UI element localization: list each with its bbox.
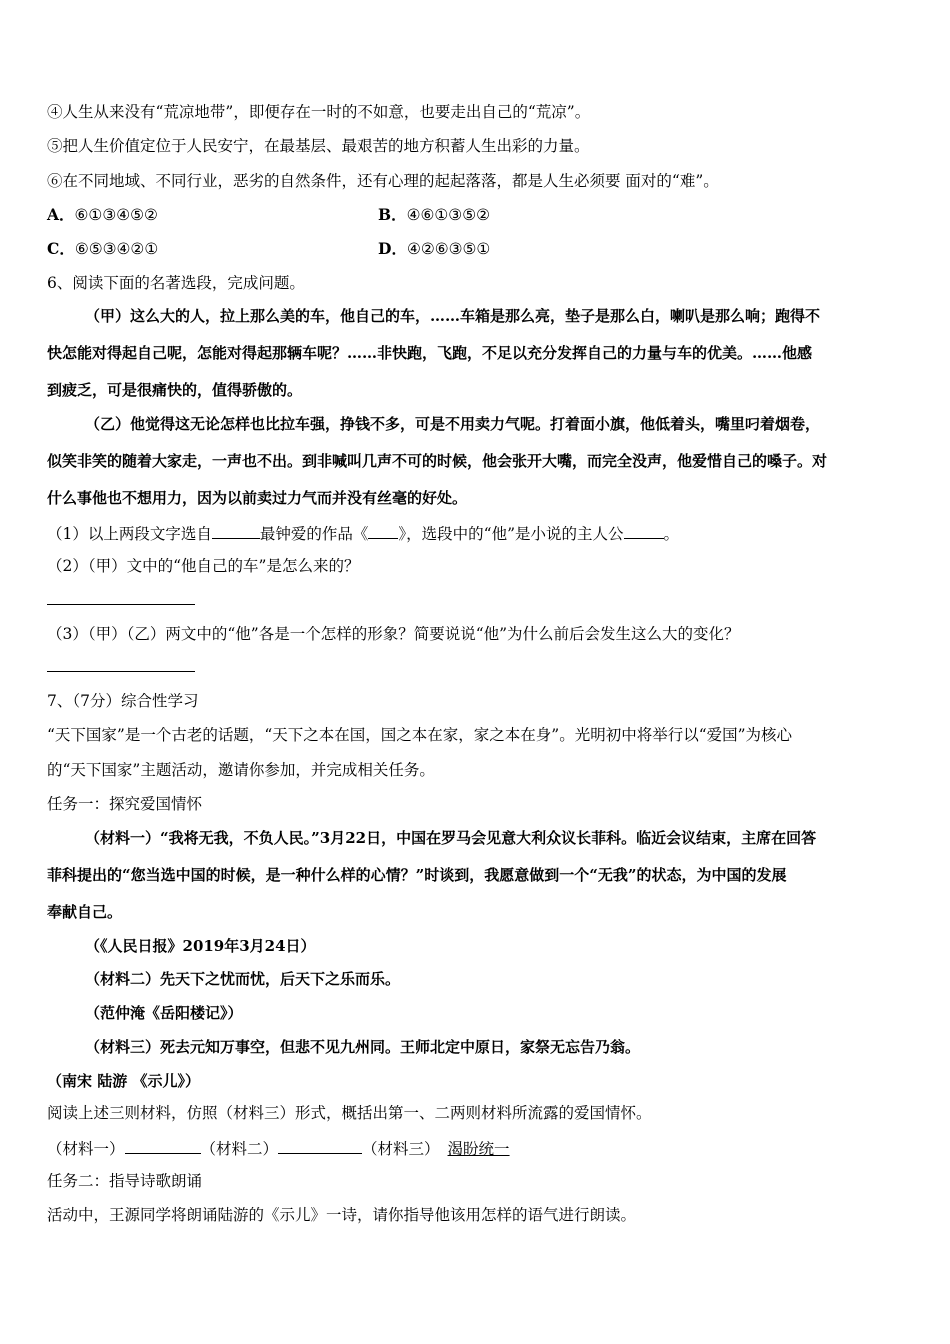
q6-sub3-answer-line[interactable] <box>47 671 195 672</box>
q6-sub1-part-d: 。 <box>663 525 680 543</box>
q7-instruction: 阅读上述三则材料，仿照（材料三）形式，概括出第一、二两则材料所流露的爱国情怀。 <box>47 1104 652 1122</box>
q5-option-b-label: B． <box>378 205 407 224</box>
q7-title: 7、（7分）综合性学习 <box>47 692 199 710</box>
q5-item-4: ④人生从来没有“荒凉地带”，即便存在一时的不如意，也要走出自己的“荒凉”。 <box>47 103 591 121</box>
q7-material2: （材料二）先天下之忧而忧，后天下之乐而乐。 <box>85 970 401 988</box>
q6-sub1-author-blank[interactable] <box>212 522 260 539</box>
q7-material1-line3: 奉献自己。 <box>47 903 123 921</box>
q6-sub2-answer-line[interactable] <box>47 604 195 605</box>
q7-material3-source: （南宋 陆游 《示儿》） <box>47 1072 200 1090</box>
q6-sub1-work-blank[interactable] <box>368 522 398 539</box>
q5-option-d-label: D． <box>378 239 407 258</box>
q6-passage-jia-line1: （甲）这么大的人，拉上那么美的车，他自己的车，……车箱是那么亮，垫子是那么白，喇叭是那么响；跑得不 <box>85 307 821 325</box>
q7-intro-line1: “天下国家”是一个古老的话题，“天下之本在国，国之本在家，家之本在身”。光明初中将举行以“爱国”为核心 <box>47 726 793 744</box>
q5-option-b[interactable] <box>378 205 490 225</box>
q5-option-a-text: ⑥①③④⑤② <box>74 206 158 224</box>
q7-material3: （材料三）死去元知万事空，但悲不见九州同。王师北定中原日，家祭无忘告乃翁。 <box>85 1038 641 1056</box>
q7-answer-m1-blank[interactable] <box>125 1137 201 1154</box>
q5-option-a-label: A． <box>47 205 75 224</box>
q5-option-b-text: ④⑥①③⑤② <box>406 206 490 224</box>
q5-item-5: ⑤把人生价值定位于人民安宁，在最基层、最艰苦的地方积蓄人生出彩的力量。 <box>47 137 590 155</box>
q7-answer-m3-label: （材料三） <box>362 1140 440 1158</box>
q7-answer-m2-label: （材料二） <box>200 1140 279 1158</box>
q5-option-a[interactable] <box>47 205 158 225</box>
q6-sub2: （2）（甲）文中的“他自己的车”是怎么来的？ <box>47 557 360 575</box>
q5-option-d-text: ④②⑥③⑤① <box>406 240 491 258</box>
q6-passage-yi-line3: 什么事他也不想用力，因为以前卖过力气而并没有丝毫的好处。 <box>47 489 468 507</box>
q6-sub1-part-a: （1）以上两段文字选自 <box>47 525 212 543</box>
q6-sub3: （3）（甲）（乙）两文中的“他”各是一个怎样的形象？简要说说“他”为什么前后会发生这么大的变化？ <box>47 625 740 643</box>
q7-material1-line2: 菲科提出的“您当选中国的时候，是一种什么样的心情？”时谈到，我愿意做到一个“无我”的状态，为中国的发展 <box>47 866 787 884</box>
q5-option-d[interactable] <box>378 239 490 259</box>
q7-intro-line2: 的“天下国家”主题活动，邀请你参加，并完成相关任务。 <box>47 761 435 779</box>
q6-title: 6、阅读下面的名著选段，完成问题。 <box>47 274 305 292</box>
q6-sub1-protagonist-blank[interactable] <box>624 522 664 539</box>
q6-sub1-part-b: 最钟爱的作品《 <box>259 525 369 543</box>
q6-sub1 <box>47 522 679 544</box>
q6-passage-jia-line2: 快怎能对得起自己呢，怎能对得起那辆车呢？……非快跑，飞跑，不足以充分发挥自己的力量与车的优美。……他感 <box>47 344 813 362</box>
q7-answer-m1-label: （材料一） <box>47 1140 125 1158</box>
q6-passage-yi-line2: 似笑非笑的随着大家走，一声也不出。到非喊叫几声不可的时候，他会张开大嘴，而完全没声，他爱惜自己的嗓子。对 <box>47 452 828 470</box>
q5-option-c-text: ⑥⑤③④②① <box>74 240 159 258</box>
q7-task2-title: 任务二：指导诗歌朗诵 <box>47 1172 203 1190</box>
q6-passage-yi-line1: （乙）他觉得这无论怎样也比拉车强，挣钱不多，可是不用卖力气呢。打着面小旗，他低着头，嘴里叼着烟卷， <box>85 415 821 433</box>
q5-item-6: ⑥在不同地域、不同行业，恶劣的自然条件，还有心理的起起落落，都是人生必须要 面对的“难”。 <box>47 172 719 190</box>
q7-answer-row <box>47 1137 514 1159</box>
q7-material2-source: （范仲淹《岳阳楼记》） <box>85 1004 243 1022</box>
q6-sub1-part-c: 》，选段中的“他”是小说的主人公 <box>398 525 624 543</box>
q7-answer-m3-value: 渴盼统一 <box>447 1140 510 1158</box>
q5-option-c-label: C． <box>47 239 75 258</box>
q7-task1-title: 任务一：探究爱国情怀 <box>47 795 203 813</box>
q5-option-c[interactable] <box>47 239 158 259</box>
q7-material1-line1: （材料一）“我将无我，不负人民。”3月22日，中国在罗马会见意大利众议长菲科。临近会议结束，主席在回答 <box>85 829 817 847</box>
q6-passage-jia-line3: 到疲乏，可是很痛快的，值得骄傲的。 <box>47 381 303 399</box>
q7-material1-source: （《人民日报》2019年3月24日） <box>85 937 316 955</box>
q7-task2-question: 活动中，王源同学将朗诵陆游的《示儿》一诗，请你指导他该用怎样的语气进行朗读。 <box>47 1206 637 1224</box>
q7-answer-m2-blank[interactable] <box>278 1137 362 1154</box>
